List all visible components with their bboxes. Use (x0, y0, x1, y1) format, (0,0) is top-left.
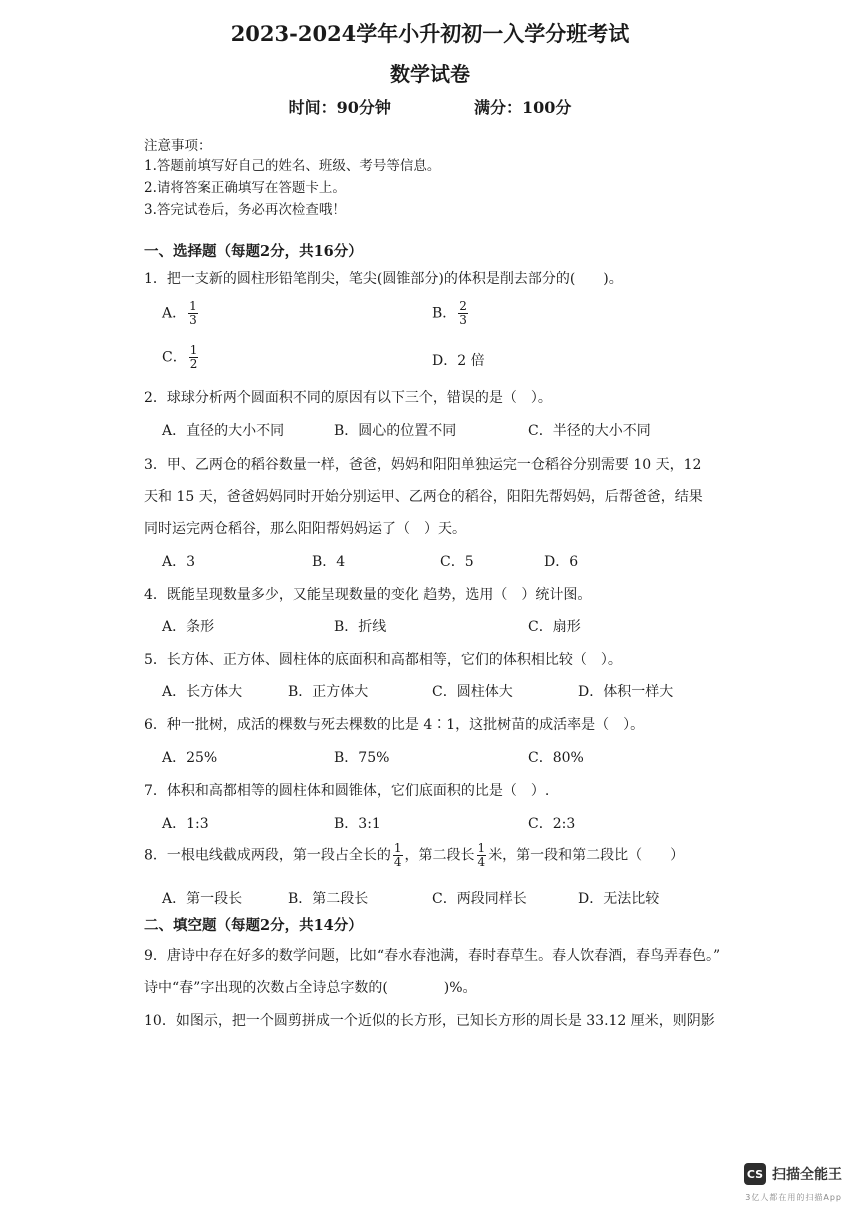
q9-line-1: 9．唐诗中存在好多的数学问题，比如“春水春池满，春时春草生。春人饮春酒，春鸟弄春色。” (144, 948, 721, 964)
exam-meta (0, 95, 860, 118)
q6-option-b: B．75% (334, 750, 390, 766)
exam-title: 2023-2024学年小升初初一入学分班考试 (230, 21, 630, 46)
q5-option-a: A．长方体大 (162, 684, 243, 700)
q7-option-b: B．3:1 (334, 816, 381, 832)
q5-option-d: D．体积一样大 (578, 684, 674, 700)
q5-option-c: C．圆柱体大 (432, 684, 513, 700)
q2-option-b: B．圆心的位置不同 (334, 423, 457, 439)
notes-heading: 注意事项： (144, 138, 212, 154)
q8-option-c: C．两段同样长 (432, 891, 527, 907)
watermark-name: 扫描全能王 (772, 1167, 842, 1183)
q8-text: 8．一根电线截成两段，第一段占全长的 $\frac{1}{4}$ ，第二段长 $\frac{1}{4}$ 米，第一段和第二段比（ ） (144, 841, 685, 869)
q3-option-d: D．6 (544, 554, 579, 570)
fraction: $\frac{1}{2}$ (189, 343, 198, 371)
q7-option-a: A．1:3 (162, 816, 209, 832)
q2-option-c: C．半径的大小不同 (528, 423, 651, 439)
q1-option-c: C． $\frac{1}{2}$ (162, 343, 198, 371)
exam-time: 时间：90分钟 (288, 98, 391, 117)
q2-text: 2．球球分析两个圆面积不同的原因有以下三个，错误的是（ ）。 (144, 390, 552, 406)
q3-line-1: 3．甲、乙两仓的稻谷数量一样，爸爸，妈妈和阳阳单独运完一仓稻谷分别需要 10 天，12 (144, 457, 702, 473)
q7-text: 7．体积和高都相等的圆柱体和圆锥体，它们底面积的比是（ ）. (144, 783, 550, 799)
fraction: $\frac{1}{4}$ (393, 841, 402, 869)
fraction: $\frac{1}{3}$ (189, 299, 197, 327)
q3-option-b: B．4 (312, 554, 346, 570)
q3-line-2: 天和 15 天，爸爸妈妈同时开始分别运甲、乙两仓的稻谷，阳阳先帮妈妈，后帮爸爸，结果 (144, 489, 703, 505)
section-fill-heading: 二、填空题（每题2分，共14分） (144, 917, 363, 934)
fraction: $\frac{1}{4}$ (477, 841, 486, 869)
q8-option-a: A．第一段长 (162, 891, 243, 907)
q7-option-c: C．2:3 (528, 816, 576, 832)
q4-option-a: A．条形 (162, 619, 215, 635)
q3-line-3: 同时运完两仓稻谷，那么阳阳帮妈妈运了（ ）天。 (144, 521, 466, 537)
q10-text: 10．如图示，把一个圆剪拼成一个近似的长方形，已知长方形的周长是 33.12 厘米，则阴影 (144, 1013, 715, 1029)
q5-option-b: B．正方体大 (288, 684, 369, 700)
q8-option-b: B．第二段长 (288, 891, 369, 907)
q9-line-2: 诗中“春”字出现的次数占全诗总字数的( )%。 (144, 980, 477, 996)
camscanner-logo-icon: CS (744, 1163, 766, 1185)
section-choice-heading: 一、选择题（每题2分，共16分） (144, 243, 363, 260)
q4-option-c: C．扇形 (528, 619, 581, 635)
scanner-watermark (744, 1163, 842, 1185)
note-item-3: 3.答完试卷后，务必再次检查哦！ (144, 202, 346, 218)
q1-text: 1．把一支新的圆柱形铅笔削尖，笔尖(圆锥部分)的体积是削去部分的( )。 (144, 271, 623, 287)
q1-option-b: B． $\frac{2}{3}$ (432, 299, 467, 327)
exam-score: 满分：100分 (474, 98, 572, 117)
q8-option-d: D．无法比较 (578, 891, 660, 907)
q1-option-a: A． $\frac{1}{3}$ (162, 299, 197, 327)
q5-text: 5．长方体、正方体、圆柱体的底面积和高都相等，它们的体积相比较（ ）。 (144, 652, 622, 668)
q3-option-c: C．5 (440, 554, 474, 570)
q1-option-d: D．2 倍 (432, 353, 485, 369)
fraction: $\frac{2}{3}$ (459, 299, 467, 327)
q4-text: 4．既能呈现数量多少，又能呈现数量的变化 趋势，选用（ ）统计图。 (144, 587, 592, 603)
q3-option-a: A．3 (162, 554, 196, 570)
q2-option-a: A．直径的大小不同 (162, 423, 285, 439)
watermark-tagline: 3亿人都在用的扫描App (745, 1193, 842, 1202)
note-item-2: 2.请将答案正确填写在答题卡上。 (144, 180, 346, 196)
q4-option-b: B．折线 (334, 619, 387, 635)
q6-option-c: C．80% (528, 750, 584, 766)
exam-subject: 数学试卷 (390, 62, 470, 86)
note-item-1: 1.答题前填写好自己的姓名、班级、考号等信息。 (144, 158, 441, 174)
q6-option-a: A．25% (162, 750, 218, 766)
q6-text: 6．种一批树，成活的棵数与死去棵数的比是 4∶1，这批树苗的成活率是（ ）。 (144, 717, 645, 733)
